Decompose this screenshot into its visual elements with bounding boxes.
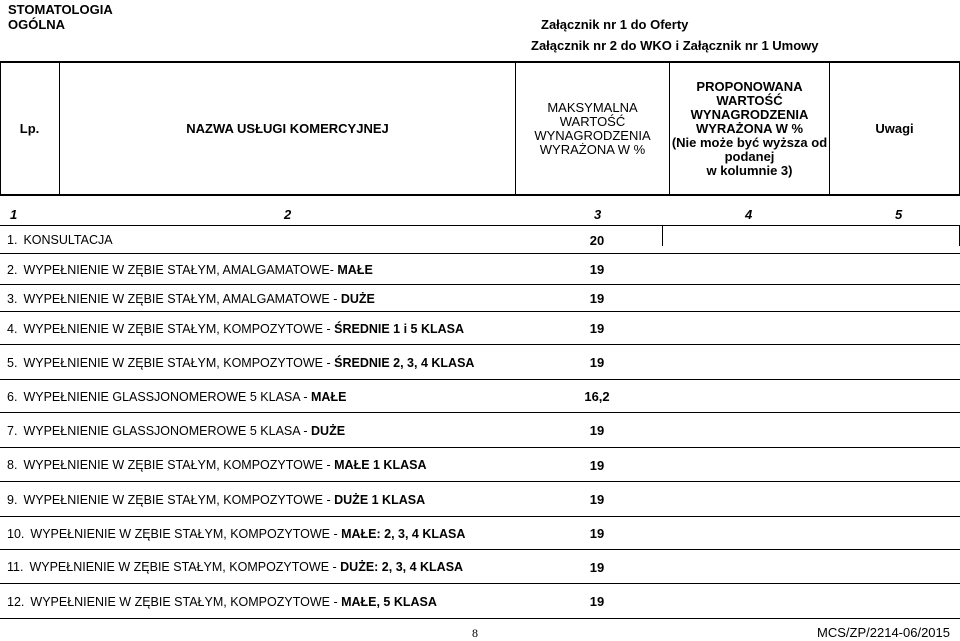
page-number: 8 bbox=[472, 626, 478, 640]
row-lp: 11. bbox=[7, 560, 24, 574]
max-value-cell: 19 bbox=[589, 457, 605, 473]
service-name-bold: MAŁE: 2, 3, 4 KLASA bbox=[341, 526, 466, 541]
row-separator bbox=[0, 284, 960, 285]
column-number: 5 bbox=[895, 207, 903, 222]
max-value-cell: 20 bbox=[589, 232, 605, 248]
service-name-cell bbox=[7, 518, 465, 549]
service-name-bold: ŚREDNIE 1 i 5 KLASA bbox=[334, 321, 465, 336]
service-name: WYPEŁNIENIE W ZĘBIE STAŁYM, KOMPOZYTOWE - bbox=[23, 321, 335, 336]
column-number: 4 bbox=[745, 207, 753, 222]
row-separator bbox=[0, 618, 960, 619]
service-name-cell bbox=[7, 585, 437, 618]
table-row bbox=[0, 483, 960, 517]
row-separator bbox=[0, 516, 960, 517]
max-value-cell: 19 bbox=[589, 262, 605, 277]
col-header-proposed-line: WYNAGRODZENIA bbox=[690, 106, 809, 122]
col-header-name: NAZWA USŁUGI KOMERCYJNEJ bbox=[186, 120, 389, 136]
max-value-cell: 19 bbox=[589, 423, 605, 438]
row-lp: 6. bbox=[7, 389, 18, 404]
section-title-line1: STOMATOLOGIA bbox=[8, 2, 113, 17]
header-bottom-border bbox=[0, 194, 960, 196]
max-value-cell: 19 bbox=[589, 355, 605, 370]
max-value-cell: 16,2 bbox=[584, 389, 610, 404]
row-separator bbox=[0, 379, 960, 380]
row-separator bbox=[0, 253, 960, 254]
row-separator bbox=[0, 344, 960, 345]
service-name: WYPEŁNIENIE W ZĘBIE STAŁYM, AMALGAMATOWE - bbox=[23, 291, 341, 306]
max-value-cell: 19 bbox=[589, 526, 605, 541]
service-name-cell bbox=[7, 313, 464, 344]
service-name-cell bbox=[7, 414, 345, 447]
row-lp: 1. bbox=[7, 233, 18, 247]
column-number: 1 bbox=[10, 207, 18, 222]
col-header-max-line: WYRAŻONA W % bbox=[539, 141, 646, 157]
table-row bbox=[0, 585, 960, 619]
col-header-max-line: WARTOŚĆ bbox=[559, 113, 626, 129]
service-name: WYPEŁNIENIE GLASSJONOMEROWE 5 KLASA - bbox=[23, 423, 312, 438]
table-row bbox=[0, 381, 960, 413]
row-lp: 9. bbox=[7, 492, 18, 507]
table-row bbox=[0, 551, 960, 584]
column-numbers-bottom-border bbox=[0, 225, 960, 226]
service-name-bold: DUŻE 1 KLASA bbox=[334, 492, 426, 507]
section-title-line2: OGÓLNA bbox=[8, 17, 66, 32]
table-row bbox=[0, 227, 960, 254]
table-row bbox=[0, 313, 960, 345]
col-header-notes: Uwagi bbox=[875, 120, 914, 136]
section-title bbox=[8, 2, 113, 32]
service-name-cell bbox=[7, 346, 474, 379]
table-row bbox=[0, 346, 960, 380]
col-header-lp: Lp. bbox=[19, 120, 40, 136]
row-lp: 12. bbox=[7, 594, 25, 609]
service-name: WYPEŁNIENIE GLASSJONOMEROWE 5 KLASA - bbox=[23, 389, 312, 404]
max-value-cell: 19 bbox=[589, 594, 605, 609]
col-header-max-line: WYNAGRODZENIA bbox=[534, 127, 651, 143]
service-name: WYPEŁNIENIE W ZĘBIE STAŁYM, AMALGAMATOWE- bbox=[23, 262, 338, 277]
service-name: WYPEŁNIENIE W ZĘBIE STAŁYM, KOMPOZYTOWE - bbox=[29, 560, 341, 574]
row-lp: 4. bbox=[7, 321, 18, 336]
attachment-line-1: Załącznik nr 1 do Oferty bbox=[541, 17, 689, 32]
column-number: 2 bbox=[284, 207, 292, 222]
service-name-bold: MAŁE bbox=[311, 389, 347, 404]
service-name-bold: ŚREDNIE 2, 3, 4 KLASA bbox=[334, 355, 475, 370]
col-header-proposed-line: podanej bbox=[724, 148, 775, 164]
service-name-cell bbox=[7, 449, 427, 481]
row-separator bbox=[0, 549, 960, 550]
service-name: WYPEŁNIENIE W ZĘBIE STAŁYM, KOMPOZYTOWE - bbox=[30, 526, 342, 541]
col-header-max-value bbox=[516, 63, 669, 194]
service-name-cell bbox=[7, 286, 375, 311]
row-separator bbox=[0, 311, 960, 312]
service-name-bold: DUŻE: 2, 3, 4 KLASA bbox=[340, 560, 464, 574]
service-name-cell bbox=[7, 381, 346, 412]
row-separator bbox=[0, 481, 960, 482]
service-name-bold: DUŻE bbox=[311, 423, 346, 438]
col-header-proposed-line: PROPONOWANA WARTOŚĆ bbox=[696, 78, 803, 108]
row-lp: 5. bbox=[7, 355, 18, 370]
row-separator bbox=[0, 412, 960, 413]
row-lp: 3. bbox=[7, 291, 18, 306]
service-name: WYPEŁNIENIE W ZĘBIE STAŁYM, KOMPOZYTOWE - bbox=[23, 492, 335, 507]
row-lp: 10. bbox=[7, 526, 25, 541]
row-separator bbox=[0, 447, 960, 448]
service-name: WYPEŁNIENIE W ZĘBIE STAŁYM, KOMPOZYTOWE - bbox=[30, 594, 342, 609]
service-name-cell bbox=[7, 483, 425, 516]
service-name-cell bbox=[7, 255, 373, 284]
col-header-max-line: MAKSYMALNA bbox=[547, 99, 638, 115]
col-header-proposed-line: w kolumnie 3) bbox=[706, 162, 793, 178]
attachment-line-2: Załącznik nr 2 do WKO i Załącznik nr 1 Umowy bbox=[531, 38, 819, 53]
service-name-cell bbox=[7, 227, 113, 253]
document-code: MCS/ZP/2214-06/2015 bbox=[817, 625, 950, 640]
max-value-cell: 19 bbox=[589, 559, 605, 575]
max-value-cell: 19 bbox=[589, 321, 605, 336]
column-number: 3 bbox=[594, 207, 602, 222]
service-name-bold: MAŁE bbox=[337, 262, 373, 277]
col-header-proposed-value bbox=[670, 63, 829, 194]
row-separator bbox=[0, 583, 960, 584]
row-lp: 7. bbox=[7, 423, 18, 438]
row-lp: 8. bbox=[7, 458, 18, 472]
service-name-bold: MAŁE 1 KLASA bbox=[334, 458, 427, 472]
row-lp: 2. bbox=[7, 262, 18, 277]
table-row bbox=[0, 518, 960, 550]
service-name-bold: DUŻE bbox=[340, 291, 375, 306]
table-row bbox=[0, 414, 960, 448]
max-value-cell: 19 bbox=[589, 492, 605, 507]
table-row bbox=[0, 449, 960, 482]
service-name: KONSULTACJA bbox=[23, 233, 113, 247]
service-name: WYPEŁNIENIE W ZĘBIE STAŁYM, KOMPOZYTOWE - bbox=[23, 458, 335, 472]
service-name: WYPEŁNIENIE W ZĘBIE STAŁYM, KOMPOZYTOWE - bbox=[23, 355, 335, 370]
service-name-cell bbox=[7, 551, 463, 583]
service-name-bold: MAŁE, 5 KLASA bbox=[341, 594, 437, 609]
col-header-proposed-line: (Nie może być wyższa od bbox=[671, 134, 828, 150]
col-header-proposed-line: WYRAŻONA W % bbox=[695, 120, 804, 136]
table-row bbox=[0, 255, 960, 285]
max-value-cell: 19 bbox=[589, 291, 605, 306]
table-row bbox=[0, 286, 960, 312]
